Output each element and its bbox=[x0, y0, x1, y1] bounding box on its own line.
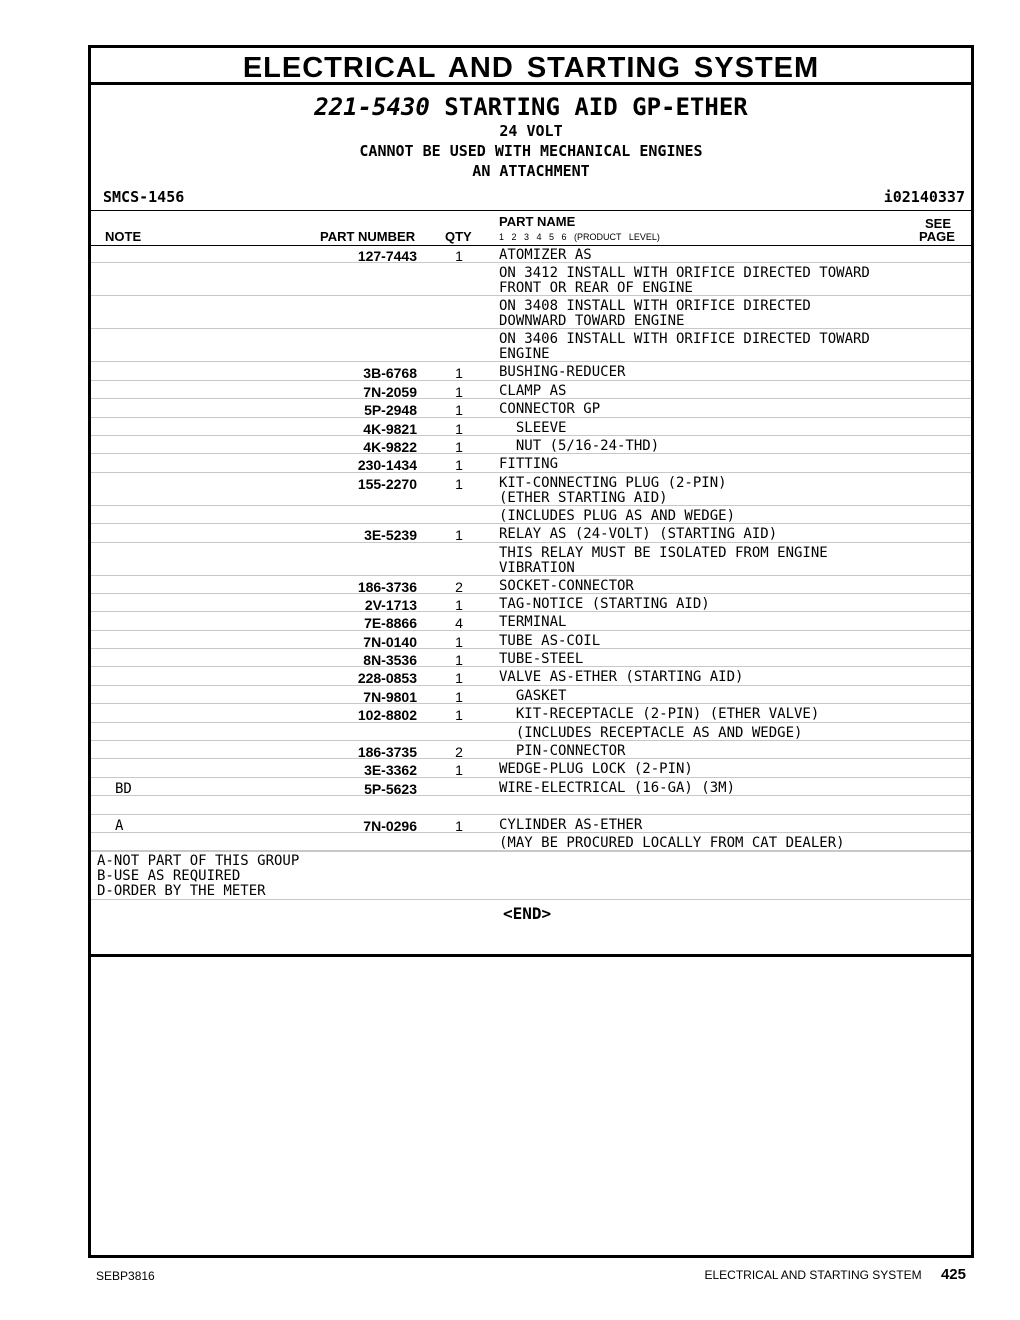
col-see-header: SEE bbox=[925, 216, 952, 231]
row-part-name: PIN-CONNECTOR bbox=[499, 743, 626, 760]
row-part-number: 2V-1713 bbox=[364, 596, 417, 613]
row-qty: 1 bbox=[455, 633, 463, 650]
row-qty: 1 bbox=[455, 248, 463, 264]
row-part-name: (MAY BE PROCURED LOCALLY FROM CAT DEALER) bbox=[499, 834, 845, 851]
row-part-name: FITTING bbox=[499, 456, 559, 473]
row-part-number: 8N-3536 bbox=[363, 652, 417, 669]
illustration-id: i02140337 bbox=[883, 188, 965, 206]
row-part-number: 7N-9801 bbox=[363, 688, 417, 705]
table-row bbox=[91, 454, 971, 472]
table-row bbox=[91, 381, 971, 399]
table-row bbox=[91, 399, 971, 417]
row-part-number: 186-3735 bbox=[357, 744, 417, 761]
row-part-name: ON 3412 INSTALL WITH ORIFICE DIRECTED TOWARD FRONT OR REAR OF ENGINE bbox=[499, 265, 870, 297]
end-marker: <END> bbox=[503, 904, 552, 923]
row-part-number: 5P-2948 bbox=[364, 402, 417, 419]
row-part-number: 3E-5239 bbox=[364, 527, 417, 544]
subtitle-attachment: AN ATTACHMENT bbox=[472, 162, 590, 180]
table-row bbox=[91, 833, 971, 851]
smcs-code: SMCS-1456 bbox=[103, 188, 185, 206]
row-qty: 1 bbox=[455, 365, 463, 382]
notes-legend bbox=[97, 854, 299, 899]
row-qty: 1 bbox=[455, 688, 463, 705]
row-qty: 1 bbox=[455, 402, 463, 419]
row-qty: 1 bbox=[455, 707, 463, 724]
row-part-name: BUSHING-REDUCER bbox=[499, 364, 626, 381]
col-page-header: PAGE bbox=[919, 229, 955, 244]
col-part-name-header: PART NAME bbox=[499, 214, 576, 229]
row-part-number: 3E-3362 bbox=[364, 762, 417, 779]
row-part-name: TUBE AS-COIL bbox=[499, 632, 601, 649]
table-row bbox=[91, 631, 971, 649]
table-row bbox=[91, 473, 971, 506]
row-part-name: WEDGE-PLUG LOCK (2-PIN) bbox=[499, 761, 693, 778]
legend-note-d: D-ORDER BY THE METER bbox=[97, 883, 266, 899]
row-part-name: CLAMP AS bbox=[499, 382, 567, 399]
row-part-name: SLEEVE bbox=[499, 419, 567, 436]
row-part-name: THIS RELAY MUST BE ISOLATED FROM ENGINE VIBRATION bbox=[499, 544, 828, 576]
row-qty: 1 bbox=[455, 527, 463, 544]
row-part-number: 4K-9821 bbox=[363, 420, 417, 437]
row-qty: 4 bbox=[455, 615, 463, 632]
page-frame bbox=[88, 45, 974, 1258]
col-part-number-header: PART NUMBER bbox=[320, 229, 416, 244]
table-row bbox=[91, 667, 971, 685]
row-qty: 1 bbox=[455, 438, 463, 455]
row-qty: 1 bbox=[455, 420, 463, 437]
row-note: BD bbox=[115, 780, 132, 797]
table-row bbox=[91, 759, 971, 777]
subtitle-restriction: CANNOT BE USED WITH MECHANICAL ENGINES bbox=[359, 142, 703, 160]
row-part-name: TERMINAL bbox=[499, 614, 567, 631]
row-qty: 1 bbox=[455, 457, 463, 474]
row-qty: 1 bbox=[455, 817, 463, 834]
col-qty-header: QTY bbox=[445, 229, 472, 244]
col-note-header: NOTE bbox=[105, 229, 142, 244]
row-note: A bbox=[115, 817, 124, 834]
footer-section bbox=[704, 1266, 966, 1283]
product-level-header: 1 2 3 4 5 6 (PRODUCT LEVEL) bbox=[499, 232, 660, 242]
row-part-number: 228-0853 bbox=[357, 670, 417, 687]
row-part-name: ON 3406 INSTALL WITH ORIFICE DIRECTED TOWARD ENGINE bbox=[499, 331, 870, 363]
row-part-number: 5P-5623 bbox=[364, 780, 417, 797]
row-part-number: 127-7443 bbox=[357, 248, 417, 264]
header-rule bbox=[91, 210, 971, 211]
group-name: STARTING AID GP-ETHER bbox=[444, 93, 748, 121]
table-row bbox=[91, 362, 971, 380]
table-row bbox=[91, 778, 971, 796]
row-part-number: 230-1434 bbox=[357, 457, 417, 474]
row-part-name: SOCKET-CONNECTOR bbox=[499, 577, 634, 594]
table-row bbox=[91, 741, 971, 759]
table-row bbox=[91, 263, 971, 296]
row-part-name: VALVE AS-ETHER (STARTING AID) bbox=[499, 669, 744, 686]
parts-list bbox=[91, 245, 971, 851]
footer-section-name: ELECTRICAL AND STARTING SYSTEM bbox=[704, 1268, 922, 1282]
row-part-number: 7N-0140 bbox=[363, 633, 417, 650]
table-row bbox=[91, 506, 971, 524]
group-number: 221-5430 bbox=[314, 93, 430, 121]
legend-bottom-rule bbox=[91, 899, 971, 900]
row-part-number: 7N-2059 bbox=[363, 383, 417, 400]
row-qty: 2 bbox=[455, 578, 463, 595]
row-part-name: KIT-CONNECTING PLUG (2-PIN) (ETHER STARTING AID) bbox=[499, 474, 727, 506]
group-title bbox=[91, 93, 971, 121]
legend-note-b: B-USE AS REQUIRED bbox=[97, 868, 241, 884]
row-part-name: (INCLUDES PLUG AS AND WEDGE) bbox=[499, 507, 736, 524]
row-part-name: ATOMIZER AS bbox=[499, 247, 592, 263]
row-part-name: ON 3408 INSTALL WITH ORIFICE DIRECTED DOWNWARD TOWARD ENGINE bbox=[499, 298, 811, 330]
table-row bbox=[91, 723, 971, 741]
table-row bbox=[91, 329, 971, 362]
row-part-number: 3B-6768 bbox=[363, 365, 417, 382]
row-part-number: 102-8802 bbox=[357, 707, 417, 724]
row-qty: 1 bbox=[455, 596, 463, 613]
section-divider bbox=[91, 954, 971, 957]
subtitle-voltage: 24 VOLT bbox=[499, 122, 563, 140]
row-part-number: 4K-9822 bbox=[363, 438, 417, 455]
row-part-name: CYLINDER AS-ETHER bbox=[499, 816, 643, 833]
row-part-number: 155-2270 bbox=[357, 475, 417, 492]
row-part-name: GASKET bbox=[499, 687, 567, 704]
row-part-number: 7E-8866 bbox=[364, 615, 417, 632]
row-part-number: 186-3736 bbox=[357, 578, 417, 595]
row-part-name: WIRE-ELECTRICAL (16-GA) (3M) bbox=[499, 779, 736, 796]
row-part-number: 7N-0296 bbox=[363, 817, 417, 834]
legend-note-a: A-NOT PART OF THIS GROUP bbox=[97, 853, 300, 869]
row-qty: 1 bbox=[455, 670, 463, 687]
table-row bbox=[91, 594, 971, 612]
legend-rule bbox=[91, 851, 971, 852]
row-qty: 2 bbox=[455, 744, 463, 761]
table-row bbox=[91, 649, 971, 667]
row-qty: 1 bbox=[455, 652, 463, 669]
row-part-name: (INCLUDES RECEPTACLE AS AND WEDGE) bbox=[499, 724, 803, 741]
row-qty: 1 bbox=[455, 762, 463, 779]
section-title: ELECTRICAL AND STARTING SYSTEM bbox=[91, 48, 971, 85]
table-row bbox=[91, 576, 971, 594]
table-row bbox=[91, 543, 971, 576]
table-row bbox=[91, 612, 971, 630]
row-qty: 1 bbox=[455, 475, 463, 492]
row-part-name: RELAY AS (24-VOLT) (STARTING AID) bbox=[499, 526, 778, 543]
table-row bbox=[91, 524, 971, 542]
row-part-name: TAG-NOTICE (STARTING AID) bbox=[499, 595, 710, 612]
table-row bbox=[91, 704, 971, 722]
row-part-name: CONNECTOR GP bbox=[499, 401, 601, 418]
table-row bbox=[91, 796, 971, 814]
table-row bbox=[91, 296, 971, 329]
row-qty: 1 bbox=[455, 383, 463, 400]
page-number: 425 bbox=[940, 1266, 966, 1283]
table-row bbox=[91, 245, 971, 263]
table-row bbox=[91, 686, 971, 704]
table-row bbox=[91, 815, 971, 833]
row-part-name: NUT (5/16-24-THD) bbox=[499, 437, 660, 454]
table-row bbox=[91, 436, 971, 454]
table-row bbox=[91, 418, 971, 436]
row-part-name: KIT-RECEPTACLE (2-PIN) (ETHER VALVE) bbox=[499, 706, 820, 723]
row-part-name: TUBE-STEEL bbox=[499, 651, 584, 668]
footer-doc-id: SEBP3816 bbox=[96, 1269, 155, 1283]
